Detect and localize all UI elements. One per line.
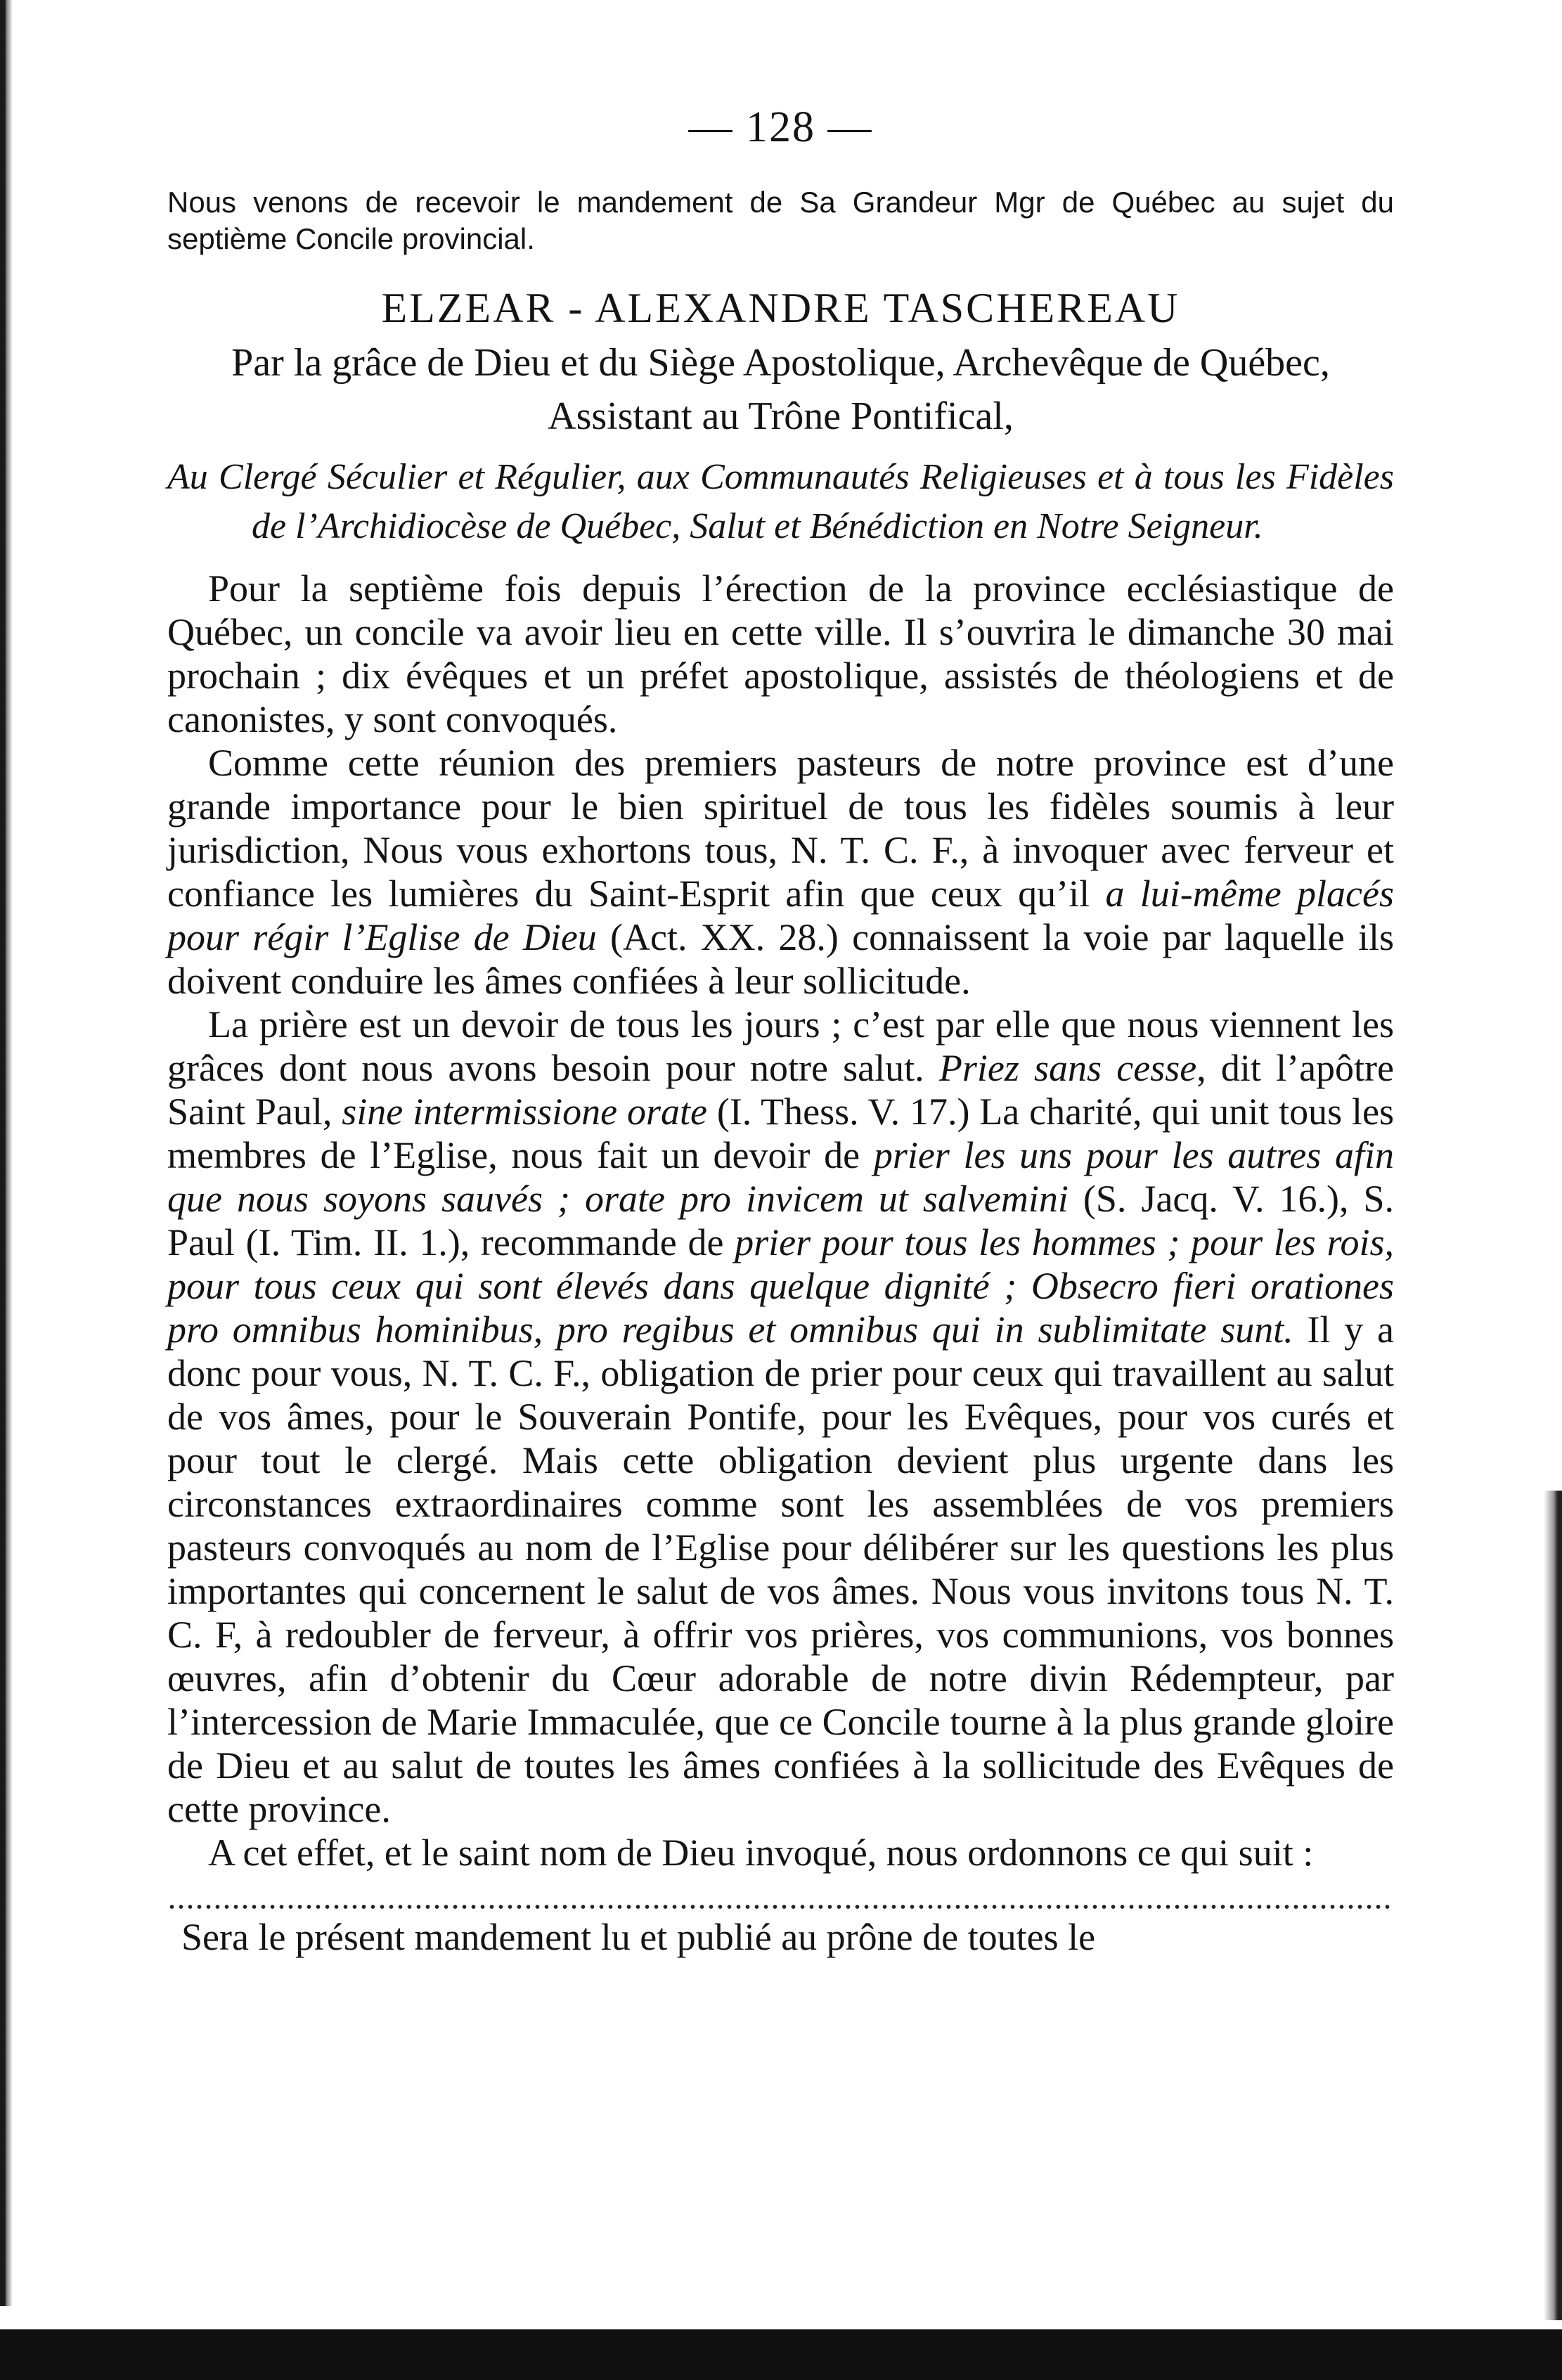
paragraph-2 bbox=[167, 741, 1394, 1003]
paragraph-1: Pour la septième fois depuis l’érection de la province ecclésiastique de Québec, un concile va avoir lieu en cette ville. Il s’ouvrira le dimanche 30 mai prochain ; dix évêques et un préfet apostolique, assistés de théologiens et de canonistes, y sont convoqués. bbox=[167, 567, 1394, 740]
paragraph-3-text-e: (I. Thess. V. 17.) La charité, qui unit tous les membres de l’Eglise, nous fait un devoir de bbox=[167, 1091, 1394, 1176]
scan-edge-left bbox=[0, 0, 13, 2306]
paragraph-3 bbox=[167, 1003, 1394, 1831]
paragraph-3-italic-d: sine intermissione orate bbox=[342, 1091, 707, 1133]
paragraph-3-text-a: La prière est un devoir de tous les jours ; c’est par elle que nous viennent les grâces dont nous avons besoin pour notre salut. bbox=[167, 1003, 1394, 1089]
paragraph-2-text-c: (Act. XX. 28.) connaissent la voie par laquelle ils doivent conduire les âmes confiées à leur sollicitude. bbox=[167, 916, 1394, 1002]
page-number: — 128 — bbox=[688, 103, 873, 151]
author-titles: Par la grâce de Dieu et du Siège Apostolique, Archevêque de Québec, Assistant au Trône Pontifical, bbox=[231, 341, 1330, 438]
paragraph-3-italic-b: Priez sans cesse bbox=[938, 1047, 1197, 1089]
scan-bottom-band bbox=[0, 2329, 1562, 2380]
closing-line: Sera le présent mandement lu et publié au prône de toutes le bbox=[181, 1916, 1096, 1958]
paragraph-3-text-c: , dit l’apôtre Saint Paul, bbox=[167, 1047, 1395, 1133]
address-salutation: Au Clergé Séculier et Régulier, aux Communautés Religieuses et à tous les Fidèles de l’Archidiocèse de Québec, Salut et Bénédiction en Notre Seigneur. bbox=[167, 457, 1394, 546]
author-name: ELZEAR - ALEXANDRE TASCHEREAU bbox=[381, 285, 1180, 331]
dotted-separator bbox=[167, 1903, 1394, 1911]
paragraph-3-italic-f: prier les uns pour les autres afin que nous soyons sauvés ; orate pro invicem ut salvemini bbox=[167, 1134, 1394, 1220]
paragraph-3-text-i: Il y a donc pour vous, N. T. C. F., obligation de prier pour ceux qui travaillent au salut de vos âmes, pour le Souverain Pontife, pour les Evêques, pour vos curés et pour tout le clergé. Mais cette obligation devient plus urgente dans les circonstances extraordinaires comme sont les assemblées de vos premiers pasteurs convoqués au nom de l’Eglise pour délibérer sur les questions les plus importantes qui concernent le salut de vos âmes. Nous vous invitons tous N. T. C. F, à redoubler de ferveur, à offrir vos prières, vos communions, vos bonnes œuvres, afin d’obtenir du Cœur adorable de notre divin Rédempteur, par l’intercession de Marie Immaculée, que ce Concile tourne à la plus grande gloire de Dieu et au salut de toutes les âmes confiées à la sollicitude des Evêques de cette province. bbox=[167, 1308, 1394, 1830]
document-page bbox=[167, 105, 1394, 1960]
paragraph-3-text-g: (S. Jacq. V. 16.), S. Paul (I. Tim. II. 1.), recommande de bbox=[167, 1178, 1394, 1263]
paragraph-4: A cet effet, et le saint nom de Dieu invoqué, nous ordonnons ce qui suit : bbox=[208, 1832, 1314, 1874]
editorial-note: Nous venons de recevoir le mandement de Sa Grandeur Mgr de Québec au sujet du septième Concile provincial. bbox=[167, 186, 1394, 255]
paragraph-3-italic-h: prier pour tous les hommes ; pour les rois, pour tous ceux qui sont élevés dans quelque dignité ; Obsecro fieri orationes pro omnibus hominibus, pro regibus et omnibus qui in sublimitate sunt. bbox=[167, 1221, 1394, 1351]
paragraph-2-text-a: Comme cette réunion des premiers pasteurs de notre province est d’une grande importance pour le bien spirituel de tous les fidèles soumis à leur jurisdiction, Nous vous exhortons tous, N. T. C. F., à invoquer avec ferveur et confiance les lumières du Saint-Esprit afin que ceux qu’il bbox=[167, 742, 1394, 915]
scan-edge-right bbox=[1544, 1491, 1562, 2320]
paragraph-2-italic-b: a lui-même placés pour régir l’Eglise de Dieu bbox=[167, 873, 1394, 958]
